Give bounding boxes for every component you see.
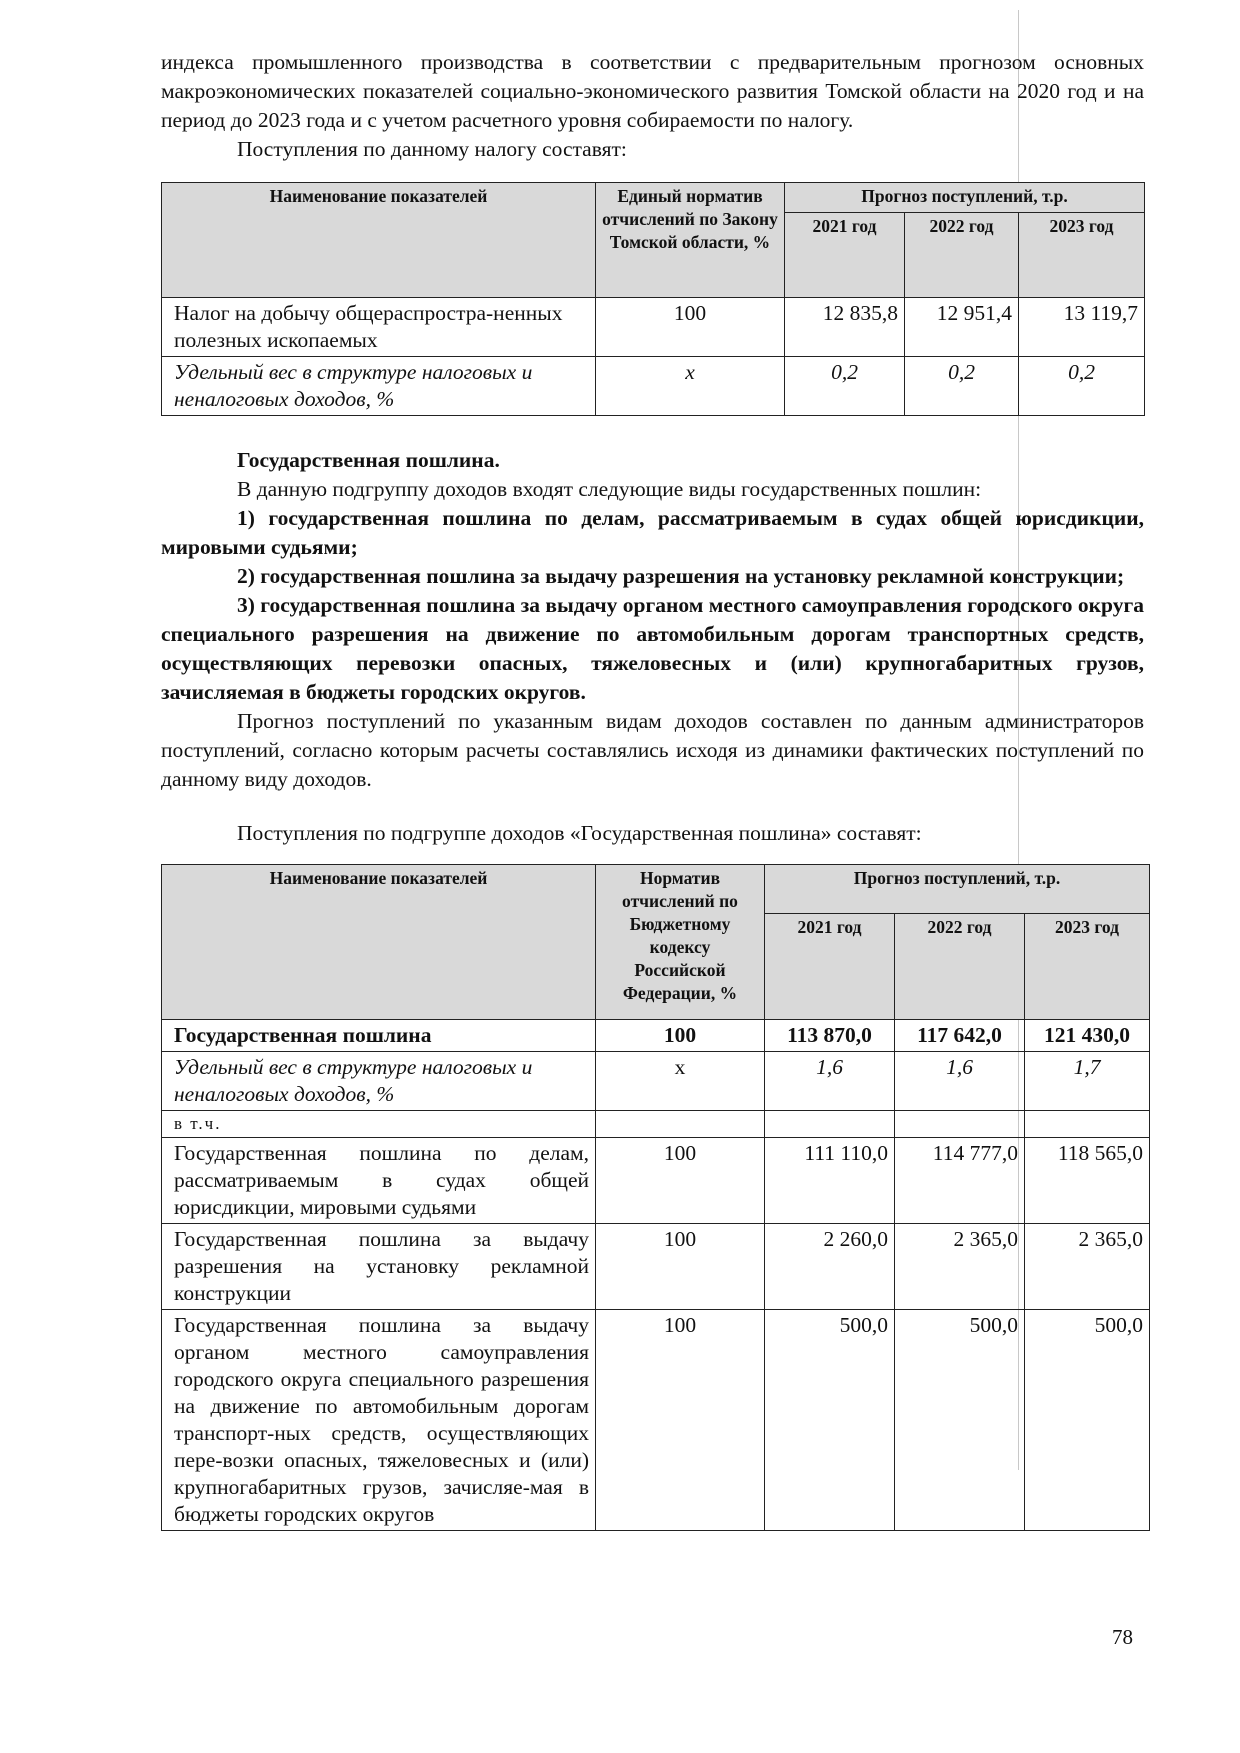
section-item-3: 3) государственная пошлина за выдачу органом местного самоуправления городского округа специального разрешения на движение по автомобильным дорогам транспортных средств, осуществляющих перевозки опасных, тяжеловесных и (или) крупногабаритных грузов, зачисляемая в бюджеты городских округов. [161,593,1144,704]
section-forecast-text: Прогноз поступлений по указанным видам доходов составлен по данным администраторов поступлений, согласно которым расчеты составлялись исходя из динамики фактических поступлений по данному виду доходов. [161,709,1144,791]
row-norm: 100 [596,1310,765,1531]
row-name: Налог на добычу общераспростра-ненных полезных ископаемых [162,298,596,357]
section-title: Государственная пошлина. [237,448,500,472]
share-2023: 1,7 [1025,1052,1150,1111]
table-state-duty [161,864,1150,1531]
share-2022: 1,6 [895,1052,1025,1111]
table-row-total [162,1020,1150,1052]
row-norm: 100 [596,1224,765,1310]
incl-empty [895,1111,1025,1138]
section-item-2: 2) государственная пошлина за выдачу разрешения на установку рекламной конструкции; [237,564,1125,588]
document-page [161,48,1144,1531]
total-2021: 113 870,0 [765,1020,895,1052]
header-forecast: Прогноз поступлений, т.р. [765,865,1150,914]
section-lead: Поступления по подгруппе доходов «Государственная пошлина» составят: [237,821,922,845]
row-2023: 2 365,0 [1025,1224,1150,1310]
row-2021: 2 260,0 [765,1224,895,1310]
header-name: Наименование показателей [162,865,596,1020]
row-2022: 12 951,4 [905,298,1019,357]
share-name: Удельный вес в структуре налоговых и неналоговых доходов, % [162,1052,596,1111]
header-2023: 2023 год [1019,213,1145,298]
row-2022: 114 777,0 [895,1138,1025,1224]
table-mineral-tax [161,182,1145,416]
row-2022: 2 365,0 [895,1224,1025,1310]
header-2023: 2023 год [1025,914,1150,1020]
row-2021: 111 110,0 [765,1138,895,1224]
header-2022: 2022 год [895,914,1025,1020]
row-name: Государственная пошлина по делам, рассматриваемым в судах общей юрисдикции, мировыми судьями [162,1138,596,1224]
table-row [162,357,1145,416]
share-2021: 1,6 [765,1052,895,1111]
header-norm: Норматив отчислений по Бюджетному кодексу Российской Федерации, % [596,865,765,1020]
row-2022: 500,0 [895,1310,1025,1531]
table-row-share [162,1052,1150,1111]
row-name: Государственная пошлина за выдачу органом местного самоуправления городского округа специального разрешения на движение по автомобильным дорогам транспорт-ных средств, осуществляющих пере-возки опасных, тяжеловесных и (или) крупногабаритных грузов, зачисляе-мая в бюджеты городских округов [162,1310,596,1531]
section-intro: В данную подгруппу доходов входят следующие виды государственных пошлин: [237,477,982,501]
incl-label: в т.ч. [162,1111,596,1138]
row-norm: 100 [596,298,785,357]
row-norm: 100 [596,1138,765,1224]
header-forecast: Прогноз поступлений, т.р. [785,183,1145,213]
row-2021: 0,2 [785,357,905,416]
row-2023: 118 565,0 [1025,1138,1150,1224]
intro-lead: Поступления по данному налогу составят: [237,137,627,161]
row-2023: 13 119,7 [1019,298,1145,357]
row-name: Удельный вес в структуре налоговых и неналоговых доходов, % [162,357,596,416]
header-2021: 2021 год [785,213,905,298]
header-2021: 2021 год [765,914,895,1020]
section-item-1: 1) государственная пошлина по делам, рассматриваемым в судах общей юрисдикции, мировыми судьями; [161,506,1144,559]
header-name: Наименование показателей [162,183,596,298]
header-2022: 2022 год [905,213,1019,298]
table-row-incl [162,1111,1150,1138]
page-number: 78 [1112,1625,1133,1649]
row-2021: 500,0 [765,1310,895,1531]
total-2022: 117 642,0 [895,1020,1025,1052]
incl-empty [765,1111,895,1138]
row-norm: х [596,357,785,416]
total-name: Государственная пошлина [162,1020,596,1052]
row-2023: 0,2 [1019,357,1145,416]
row-2022: 0,2 [905,357,1019,416]
incl-empty [596,1111,765,1138]
row-2021: 12 835,8 [785,298,905,357]
table-row [162,1138,1150,1224]
incl-empty [1025,1111,1150,1138]
row-2023: 500,0 [1025,1310,1150,1531]
header-norm: Единый норматив отчислений по Закону Томской области, % [596,183,785,298]
intro-paragraph: индекса промышленного производства в соответствии с предварительным прогнозом основных макроэкономических показателей социально-экономического развития Томской области на 2020 год и на период до 2023 года и с учетом расчетного уровня собираемости по налогу. [161,50,1144,132]
table-row [162,1310,1150,1531]
share-norm: х [596,1052,765,1111]
table-row [162,298,1145,357]
table-row [162,1224,1150,1310]
row-name: Государственная пошлина за выдачу разрешения на установку рекламной конструкции [162,1224,596,1310]
total-norm: 100 [596,1020,765,1052]
total-2023: 121 430,0 [1025,1020,1150,1052]
